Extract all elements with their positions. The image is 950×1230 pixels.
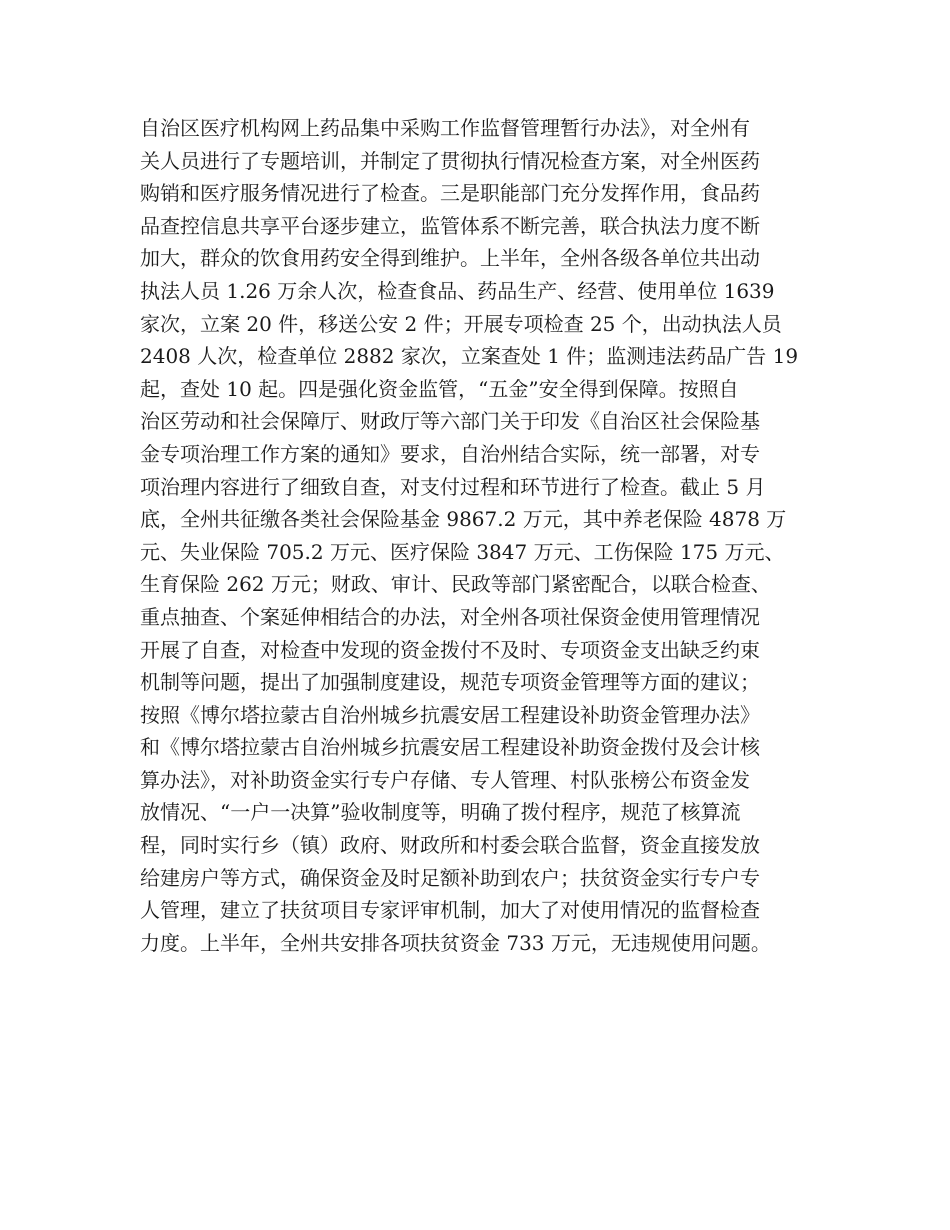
text-line-24: 给建房户等方式，确保资金及时足额补助到农户；扶贫资金实行专户专 — [140, 865, 760, 890]
text-line-16: 重点抽查、个案延伸相结合的办法，对全州各项社保资金使用管理情况 — [140, 604, 760, 629]
text-line-13: 底，全州共征缴各类社会保险基金 9867.2 万元，其中养老保险 4878 万 — [140, 507, 787, 532]
text-line-18: 机制等问题，提出了加强制度建设，规范专项资金管理等方面的建议； — [140, 670, 760, 695]
text-line-22: 放情况、“一户一决算”验收制度等，明确了拨付程序，规范了核算流 — [140, 800, 741, 825]
body-paragraph — [140, 112, 820, 959]
text-line-10: 治区劳动和社会保障厅、财政厅等六部门关于印发《自治区社会保险基 — [140, 409, 760, 434]
text-line-12: 项治理内容进行了细致自查，对支付过程和环节进行了检查。截止 5 月 — [140, 474, 766, 499]
text-line-5: 加大，群众的饮食用药安全得到维护。上半年，全州各级各单位共出动 — [140, 246, 760, 271]
text-line-21: 算办法》，对补助资金实行专户存储、专人管理、村队张榜公布资金发 — [140, 767, 750, 792]
text-line-7: 家次，立案 20 件，移送公安 2 件；开展专项检查 25 个，出动执法人员 — [140, 311, 782, 336]
text-line-17: 开展了自查，对检查中发现的资金拨付不及时、专项资金支出缺乏约束 — [140, 637, 760, 662]
text-line-19: 按照《博尔塔拉蒙古自治州城乡抗震安居工程建设补助资金管理办法》 — [140, 702, 760, 727]
text-line-26: 力度。上半年，全州共安排各项扶贫资金 733 万元，无违规使用问题。 — [140, 930, 771, 955]
text-line-4: 品查控信息共享平台逐步建立，监管体系不断完善，联合执法力度不断 — [140, 213, 760, 238]
text-line-8: 2408 人次，检查单位 2882 家次，立案查处 1 件；监测违法药品广告 19 — [140, 344, 799, 369]
text-line-6: 执法人员 1.26 万余人次，检查食品、药品生产、经营、使用单位 1639 — [140, 278, 775, 303]
text-line-20: 和《博尔塔拉蒙古自治州城乡抗震安居工程建设补助资金拨付及会计核 — [140, 735, 760, 760]
text-line-15: 生育保险 262 万元；财政、审计、民政等部门紧密配合，以联合检查、 — [140, 572, 771, 597]
text-line-2: 关人员进行了专题培训，并制定了贯彻执行情况检查方案，对全州医药 — [140, 148, 760, 173]
text-line-14: 元、失业保险 705.2 万元、医疗保险 3847 万元、工伤保险 175 万元、 — [140, 539, 785, 564]
text-line-23: 程，同时实行乡（镇）政府、财政所和村委会联合监督，资金直接发放 — [140, 833, 760, 858]
text-line-9: 起，查处 10 起。四是强化资金监管，“五金”安全得到保障。按照自 — [140, 376, 739, 401]
text-line-1: 自治区医疗机构网上药品集中采购工作监督管理暂行办法》，对全州有 — [140, 116, 750, 140]
text-line-3: 购销和医疗服务情况进行了检查。三是职能部门充分发挥作用，食品药 — [140, 181, 760, 206]
text-line-25: 人管理，建立了扶贫项目专家评审机制，加大了对使用情况的监督检查 — [140, 898, 760, 923]
text-line-11: 金专项治理工作方案的通知》要求，自治州结合实际，统一部署，对专 — [140, 441, 760, 466]
